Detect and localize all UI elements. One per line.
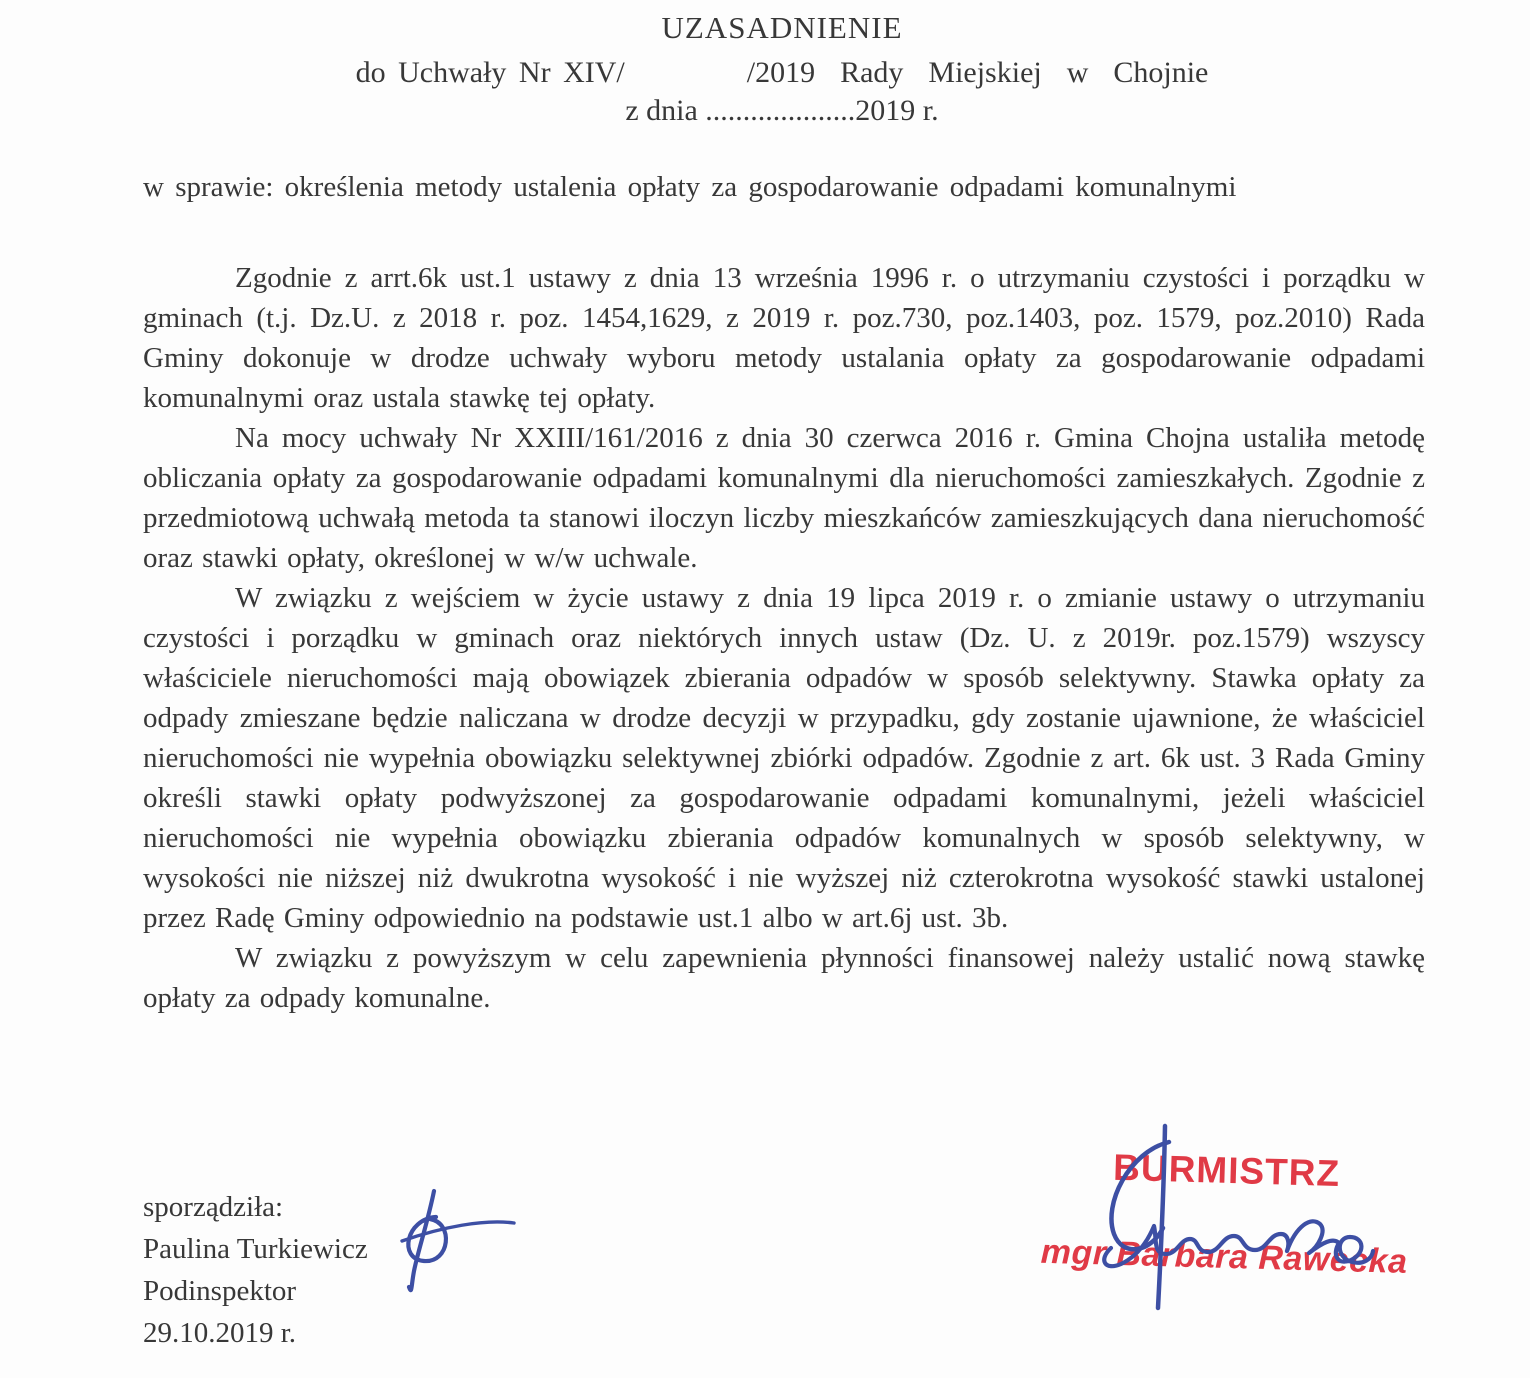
prepared-by-block bbox=[143, 1186, 368, 1354]
resolution-suffix: /2019 Rady Miejskiej w Chojnie bbox=[746, 56, 1209, 89]
paragraph-1: Zgodnie z arrt.6k ust.1 ustawy z dnia 13 września 1996 r. o utrzymaniu czystości i porządku w gminach (t.j. Dz.U. z 2018 r. poz. 1454,1629, z 2019 r. poz.730, poz.1403, poz. 1579, poz.2010) Rada Gminy dokonuje w drodze uchwały wyboru metody ustalania opłaty za gospodarowanie odpadami komunalnymi oraz ustala stawkę tej opłaty. bbox=[143, 262, 1425, 414]
stamp-title: BURMISTRZ bbox=[1112, 1146, 1341, 1195]
prepared-by-date: 29.10.2019 r. bbox=[143, 1317, 297, 1349]
preparer-paraph-signature bbox=[372, 1183, 524, 1301]
resolution-prefix: do Uchwały Nr XIV/ bbox=[355, 56, 625, 89]
resolution-line bbox=[34, 56, 1530, 90]
mayor-handwritten-signature bbox=[1085, 1120, 1380, 1315]
prepared-by-title: Podinspektor bbox=[143, 1275, 297, 1307]
prepared-by-name: Paulina Turkiewicz bbox=[143, 1233, 368, 1265]
document-body bbox=[143, 258, 1425, 1018]
document-title: UZASADNIENIE bbox=[661, 10, 903, 45]
prepared-by-label: sporządziła: bbox=[143, 1191, 284, 1223]
paragraph-3: W związku z wejściem w życie ustawy z dnia 19 lipca 2019 r. o zmianie ustawy o utrzymaniu czystości i porządku w gminach oraz niektórych innych ustaw (Dz. U. z 2019r. poz.1579) wszyscy właściciele nieruchomości mają obowiązek zbierania odpadów w sposób selektywny. Stawka opłaty za odpady zmieszane będzie naliczana w drodze decyzji w przypadku, gdy zostanie ujawnione, że właściciel nieruchomości nie wypełnia obowiązku selektywnej zbiórki odpadów. Zgodnie z art. 6k ust. 3 Rada Gminy określi stawki opłaty podwyższonej za gospodarowanie odpadami komunalnymi, jeżeli właściciel nieruchomości nie wypełnia obowiązku zbierania odpadów komunalnych w sposób selektywny, w wysokości nie niższej niż dwukrotna wysokość i nie wyższej niż czterokrotna wysokość stawki ustalonej przez Radę Gminy odpowiednio na podstawie ust.1 albo w art.6j ust. 3b. bbox=[143, 582, 1425, 934]
stamp-name: mgr Barbara Rawecka bbox=[1040, 1232, 1408, 1281]
subject-line: w sprawie: określenia metody ustalenia opłaty za gospodarowanie odpadami komunalnymi bbox=[143, 171, 1237, 203]
paragraph-2: Na mocy uchwały Nr XXIII/161/2016 z dnia 30 czerwca 2016 r. Gmina Chojna ustaliła metodę obliczania opłaty za gospodarowanie odpadami komunalnymi dla nieruchomości zamieszkałych. Zgodnie z przedmiotową uchwałą metoda ta stanowi iloczyn liczby mieszkańców zamieszkujących dana nieruchomość oraz stawki opłaty, określonej w w/w uchwale. bbox=[143, 422, 1425, 574]
date-line: z dnia ....................2019 r. bbox=[625, 94, 939, 127]
paragraph-4: W związku z powyższym w celu zapewnienia płynności finansowej należy ustalić nową stawkę opłaty za odpady komunalne. bbox=[143, 942, 1425, 1014]
resolution-number-blank bbox=[625, 81, 747, 82]
